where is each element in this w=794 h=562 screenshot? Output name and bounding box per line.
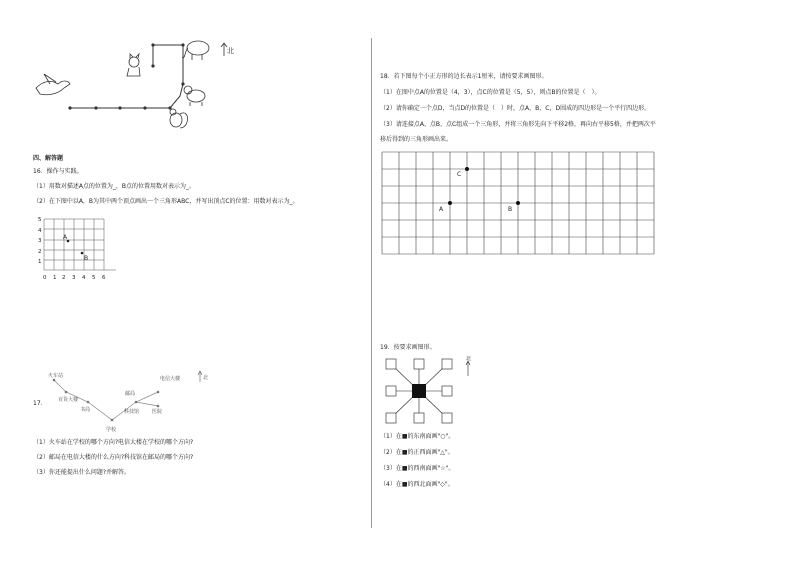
x-tick-5: 5 [92, 275, 96, 281]
label-post-office: 邮局 [125, 391, 136, 397]
point-a-label: A [63, 234, 68, 241]
q17-north-label: 北 [203, 375, 209, 381]
q19-title: 19．按要求画图形。 [380, 344, 436, 351]
q19-north-label: 北 [466, 356, 472, 362]
north-arrow-icon [466, 361, 470, 376]
x-tick-6: 6 [102, 275, 106, 281]
y-tick-5: 5 [38, 217, 42, 223]
point-b [516, 201, 520, 205]
point-b-label: B [508, 206, 513, 213]
q19-direction-diagram [383, 356, 483, 426]
q18-title: 18．若下图每个小正方形的边长表示1厘米，请按要求画图形。 [380, 73, 548, 80]
center-square-icon [412, 384, 426, 398]
elephant-icon [182, 41, 209, 60]
label-telecom-building: 电信大楼 [160, 376, 181, 382]
y-tick-1: 1 [38, 259, 42, 265]
x-tick-3: 3 [72, 275, 76, 281]
cat-icon [127, 54, 140, 76]
label-science-museum: 科技馆 [124, 409, 140, 415]
q17-item3: （3）你还能提出什么问题?并解答。 [33, 469, 131, 476]
x-tick-0: 0 [43, 275, 47, 281]
squirrel-icon [170, 109, 188, 128]
label-hospital: 医院 [152, 409, 163, 415]
point-b [81, 252, 84, 255]
dog-icon [184, 86, 205, 106]
q16-title: 16．操作与实践。 [33, 168, 83, 175]
q16-item2: （2）在下图中以A，B为其中两个顶点画出一个三角形ABC，并写出顶点C的位置：用数对表示为_。 [33, 198, 299, 205]
q17-item2: （2）邮局在电信大楼的什么方向?科技馆在邮局的哪个方向? [33, 454, 194, 461]
point-b-label: B [84, 255, 89, 262]
q17-number: 17． [33, 400, 47, 407]
bird-icon [36, 74, 70, 95]
q18-item2: （2）请你确定一个点D，当点D的位置是（ ）时，点A，B，C，D围成的四边形是一个平行四边形。 [380, 105, 651, 112]
q16-item1: （1）用数对描述A点的位置为_，B点的位置用数对表示为_。 [33, 183, 196, 190]
x-tick-4: 4 [82, 275, 86, 281]
north-arrow-icon [198, 371, 202, 382]
animal-route-map [30, 36, 250, 136]
label-train-station: 火车站 [48, 373, 64, 379]
q17-route-map [40, 368, 220, 436]
q18-grid [382, 152, 655, 255]
q18-item3b: 移后得到的三角形画出来。 [380, 136, 453, 143]
y-tick-4: 4 [38, 228, 42, 234]
point-c [465, 167, 469, 171]
q19-item4: （4）在■的西北面画"◇"。 [380, 481, 454, 488]
x-tick-1: 1 [53, 275, 57, 281]
point-c-label: C [457, 171, 462, 178]
q19-item2: （2）在■的正西面画"△"。 [380, 449, 454, 456]
q17-item1: （1）火车站在学校的哪个方向?电信大楼在学校的哪个方向? [33, 439, 194, 446]
label-department-store: 百货大楼 [58, 397, 79, 403]
point-a [448, 201, 452, 205]
point-a-label: A [439, 206, 444, 213]
x-tick-2: 2 [62, 275, 66, 281]
q18-item1: （1）在图中点A的位置是（4，3），点C的位置是（5，5），则点B的位置是（ ）。 [380, 89, 601, 96]
label-bookstore: 书局 [80, 407, 91, 413]
q19-item3: （3）在■的西南面画"☆"。 [380, 465, 455, 472]
column-divider [371, 38, 372, 528]
q18-item3a: （3）请连接点A、点B、点C组成一个三角形，并将三角形先向下平移2格，再向右平移5格，并把两次平 [380, 121, 656, 128]
q19-item1: （1）在■的东南面画"○"。 [380, 433, 455, 440]
y-tick-3: 3 [38, 238, 42, 244]
q16-coordinate-grid [36, 215, 126, 287]
y-tick-2: 2 [38, 249, 42, 255]
label-school: 学校 [106, 427, 117, 433]
section-title: 四、解答题 [33, 155, 64, 162]
north-label: 北 [227, 47, 234, 55]
